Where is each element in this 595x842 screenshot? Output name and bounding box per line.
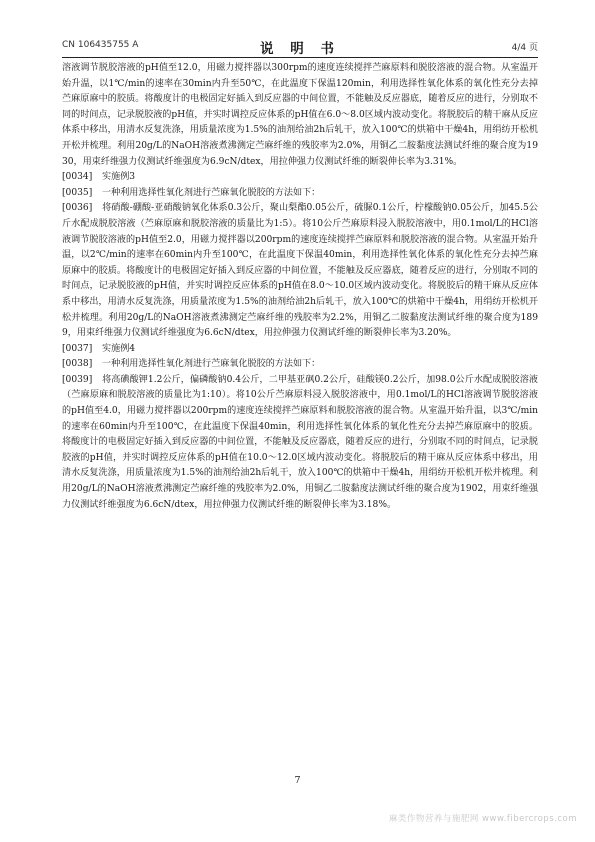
page-number: 7: [294, 775, 301, 786]
paragraph-0034: [62, 170, 538, 186]
section-heading: 实施例3: [102, 172, 136, 183]
paragraph-continued: 溶液调节脱胶溶液的pH值至12.0，用磁力搅拌器以300rpm的速度连续搅拌苎麻原料和脱胶溶液的混合物。从室温开始升温，以1℃/min的速率在30min内升至50℃，在此温度下保温120min，利用选择性氧化体系的氧化性充分去掉苎麻原麻中的胶质。将酸度计的电极固定好插入到反应器的中间位置，不能触及反应器底，随着反应的进行，分别取不同的时间点，记录脱胶液的pH值，并实时调控反应体系的pH值在6.0～8.0区域内波动变化。将脱胶后的精干麻从反应体系中移出，用清水反复洗涤，用质量浓度为1.5%的油剂给油2h后轧干，放入100℃的烘箱中干燥4h，用绢纺开松机开松并梳理。利用20g/L的NaOH溶液煮沸测定苎麻纤维的残胶率为2.0%，用铜乙二胺黏度法测试纤维的聚合度为1930，用束纤维强力仪测试纤维强度为6.9cN/dtex，用拉伸强力仪测试纤维的断裂伸长率为3.31%。: [62, 63, 538, 167]
page-header: [62, 38, 538, 56]
paragraph-0037: [62, 342, 538, 358]
paragraph-tag: [0035]: [62, 187, 93, 198]
paragraph-0036: [62, 201, 538, 341]
patent-number: CN 106435755 A: [62, 40, 139, 50]
paragraph-tag: [0038]: [62, 359, 93, 370]
paragraph-0039: [62, 373, 538, 513]
document-title: 说 明 书: [260, 41, 340, 57]
paragraph-text: 将高碘酸钾1.2公斤，偏磷酸钠0.4公斤，二甲基亚砜0.2公斤，硅酸镁0.2公斤，加98.0公斤水配成脱胶溶液（苎麻原麻和脱胶溶液的质量比为1:10）。将10公斤苎麻原料浸入脱胶溶液中，用0.1mol/L的HCl溶液调节脱胶溶液的pH值至4.0，用磁力搅拌器以200rpm的速度连续搅拌苎麻原料和脱胶溶液的混合物。从室温开始升温，以3℃/min的速率在60min内升至100℃，在此温度下保温40min，利用选择性氧化体系的氧化性充分去掉苎麻原麻中的胶质。将酸度计的电极固定好插入到反应器的中间位置，不能触及反应器底，随着反应的进行，分别取不同的时间点，记录脱胶液的pH值，并实时调控反应体系的pH值在10.0～12.0区域内波动变化。将脱胶后的精干麻从反应体系中移出，用清水反复洗涤，用质量浓度为1.5%的油剂给油2h后轧干，放入100℃的烘箱中干燥4h，用绢纺开松机开松并梳理。利用20g/L的NaOH溶液煮沸测定苎麻纤维的残胶率为2.0%，用铜乙二胺黏度法测试纤维的聚合度为1902，用束纤维强力仪测试纤维强度为6.6cN/dtex，用拉伸强力仪测试纤维的断裂伸长率为3.18%。: [62, 374, 538, 510]
paragraph-tag: [0037]: [62, 343, 93, 354]
paragraph-0035: [62, 186, 538, 202]
paragraph-tag: [0034]: [62, 172, 93, 183]
page-fraction: 4/4 页: [511, 43, 538, 53]
paragraph-text: 一种利用选择性氧化剂进行苎麻氧化脱胶的方法如下：: [102, 359, 321, 370]
paragraph-text: 一种利用选择性氧化剂进行苎麻氧化脱胶的方法如下：: [102, 187, 321, 198]
paragraph-tag: [0039]: [62, 374, 93, 385]
document-body: [62, 61, 538, 513]
watermark: 麻类作物营养与施肥网 www.fibercrops.com: [388, 814, 577, 824]
paragraph-text: 将硝酸-硼酸-亚硝酸钠氧化体系0.3公斤，聚山梨酯0.05公斤，硫脲0.1公斤，柠檬酸钠0.05公斤，加45.5公斤水配成脱胶溶液（苎麻原麻和脱胶溶液的质量比为1:5）。将10公斤苎麻原料浸入脱胶溶液中，用0.1mol/L的HCl溶液调节脱胶溶液的pH值至2.0，用磁力搅拌器以200rpm的速度连续搅拌苎麻原料和脱胶溶液的混合物。从室温开始升温，以2℃/min的速率在60min内升至100℃，在此温度下保温40min，利用选择性氧化体系的氧化性充分去掉苎麻原麻中的胶质。将酸度计的电极固定好插入到反应器的中间位置，不能触及反应器底，随着反应的进行，分别取不同的时间点，记录脱胶液的pH值，并实时调控反应体系的pH值在8.0～10.0区域内波动变化。将脱胶后的精干麻从反应体系中移出，用清水反复洗涤，用质量浓度为1.5%的油剂给油2h后轧干，放入100℃的烘箱中干燥4h，用绢纺开松机开松并梳理。利用20g/L的NaOH溶液煮沸测定苎麻纤维的残胶率为2.2%，用铜乙二胺黏度法测试纤维的聚合度为1899，用束纤维强力仪测试纤维强度为6.6cN/dtex，用拉伸强力仪测试纤维的断裂伸长率为3.20%。: [62, 203, 538, 339]
paragraph-tag: [0036]: [62, 203, 93, 214]
paragraph-0038: [62, 357, 538, 373]
header-divider: [62, 57, 538, 58]
section-heading: 实施例4: [102, 343, 136, 354]
